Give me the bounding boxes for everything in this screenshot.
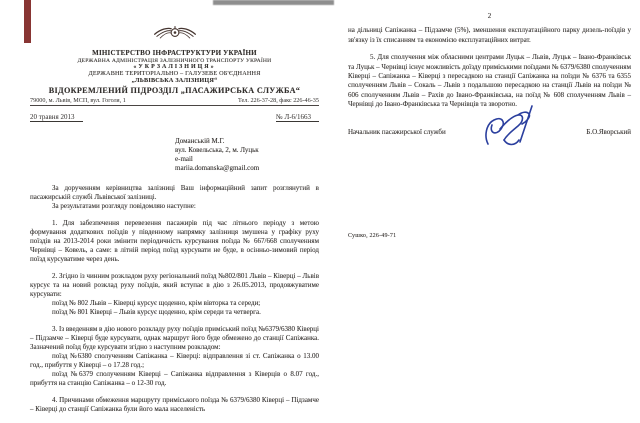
org-postal-address: 79000, м. Львів, МСП, вул. Гоголя, 1 (30, 96, 126, 104)
paragraph-item-1: 1. Для забезпечення перевезення пасажирів під час літнього періоду з метою формування додаткових поїздів у південному напрямку залізниця змушена у графіку руху поїздів на 2013-2014 роки змінити періодичність курсування поїзда № 667/668 сполученням Чернівці – Ковель, а саме: в літній період поїзд курсувати не буде, в осінньо-зимовий період поїзд курсуватиме через день. (30, 219, 319, 264)
letter-date: 20 травня 2013 (30, 113, 83, 122)
recipient-name: Доманській М.Г. (175, 137, 225, 146)
handwritten-signature-icon (480, 102, 542, 152)
letter-number: № Л-6/1663 (276, 113, 319, 122)
header-org-line-5: „ЛЬВІВСЬКА ЗАЛІЗНИЦЯ“ (131, 76, 218, 84)
paragraph-item-5: 5. Для сполучення між обласними центрами Луцьк – Львів, Луцьк – Івано-Франківськ та Луцьк – Чернівці існує можливість доїзду приміськими поїздами № 6379/6380 сполученням Ківерці – Сапіжанка – Ківерці з пересадкою на станції Сапіжанка на поїзди № 6376 та 6355 сполученням Львів – Сокаль – Львів з подальшою пересадкою на станції Львів на поїзди № 606 сполученням Львів – Рахів до Івано-Франківська, на поїзд № 608 сполученням Львів – Чернівці до Івано-Франківська та Чернівців та зворотно. (348, 53, 632, 109)
paragraph-item-4-start: 4. Причинами обмеження маршруту приміського поїзда № 6379/6380 Ківерці – Підзамче – Ківерці до станції Сапіжанка були його мала населеність (30, 396, 319, 414)
signature-title: Начальник пасажирської служби (348, 127, 446, 136)
page-number: 2 (487, 12, 492, 20)
date-number-row (30, 113, 319, 122)
header-org-line-4: ДЕРЖАВНЕ ТЕРИТОРІАЛЬНО – ГАЛУЗЕВЕ ОБ'ЄДНАННЯ (88, 69, 261, 77)
letter-page-1 (30, 0, 319, 414)
letter-body-page-1 (30, 184, 319, 414)
recipient-address: вул. Ковельська, 2, м. Луцьк (175, 146, 259, 155)
signature-row (348, 126, 631, 140)
header-org-line-3: «УКРЗАЛІЗНИЦЯ» (133, 64, 216, 71)
header-org-line-1: МІНІСТЕРСТВО ІНФРАСТРУКТУРИ УКРАЇНИ (92, 49, 257, 57)
schedule-line-6379: поїзд №6379 сполученням Ківерці – Сапіжанка відправлення з Ківерців о 8.07 год., прибуття на станцію Сапіжанка – о 12-30 год. (30, 370, 319, 388)
paragraph-intro-2: За результатами розгляду повідомляю наступне: (52, 202, 196, 211)
paragraph-item-2: 2. Згідно із чинним розкладом руху регіональний поїзд №802/801 Львів – Ківерці – Львів курсує та на новий розклад руху поїздів, який вступає в дію з 26.05.2013, продовжуватиме курсувати: (30, 272, 319, 299)
signatory-name: Б.О.Яворський (586, 127, 631, 136)
header-org-line-6: ВІДОКРЕМЛЕНИЙ ПІДРОЗДІЛ „ПАСАЖИРСЬКА СЛУЖБА“ (48, 85, 301, 95)
header-contact-row (30, 97, 319, 107)
letter-page-2 (348, 0, 631, 241)
letter-body-page-2 (348, 26, 631, 109)
schedule-line-801: поїзд № 801 Ківерці – Львів курсує щоденно, крім середи та четверга. (52, 308, 261, 317)
paragraph-item-3: 3. Із введенням в дію нового розкладу руху поїздів приміський поїзд №6379/6380 Ківерці – Підзамче – Ківерці буде курсувати, однак маршрут його буде обмежено до станції Сапіжанка. Зазначений поїзд буде курсувати згідно з наступним розкладом: (30, 325, 319, 352)
executor-footer: Сушко, 226-49-71 (348, 232, 397, 239)
paragraph-intro: За дорученням керівництва залізниці Ваш інформаційний запит розглянутий в пасажирській службі Львівської залізниці. (30, 184, 319, 202)
header-org-line-2: ДЕРЖАВНА АДМІНІСТРАЦІЯ ЗАЛІЗНИЧНОГО ТРАНСПОРТУ УКРАЇНИ (77, 57, 272, 64)
org-phone-fax: Тел. 226-37-28, факс 226-46-35 (237, 96, 319, 104)
recipient-email-label: e-mail (175, 155, 193, 164)
schedule-line-6380: поїзд №6380 сполученням Сапіжанка – Ківерці: відправлення зі ст. Сапіжанка о 13.00 год., прибуття у Ківерці – о 17.28 год.; (30, 352, 319, 370)
paragraph-item-4-cont: на дільниці Сапіжанка – Підзамче (5%), зменшення експлуатаційного парку дизель-поїздів у зв'язку із їх списанням та економією експлуатаційних витрат. (348, 26, 631, 44)
recipient-email: mariia.domanska@gmail.com (175, 164, 260, 173)
recipient-block (175, 137, 319, 173)
schedule-line-802: поїзд № 802 Львів – Ківерці курсує щоденно, крім вівторка та середи; (52, 299, 261, 308)
railway-winged-wheel-emblem-icon (153, 20, 197, 49)
